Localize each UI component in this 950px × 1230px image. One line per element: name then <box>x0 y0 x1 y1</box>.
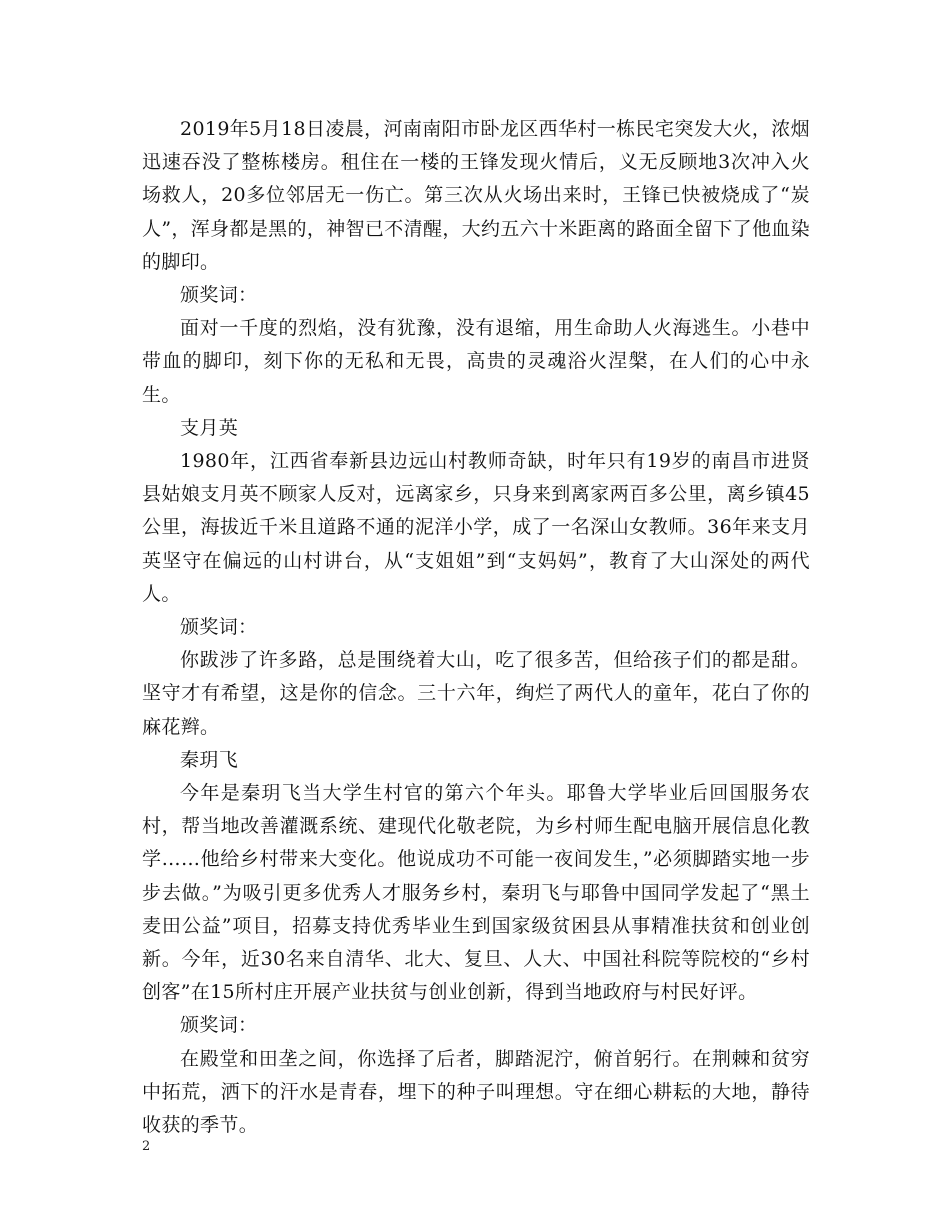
paragraph-zhi-yueying-story: 1980年，江西省奉新县边远山村教师奇缺，时年只有19岁的南昌市进贤县姑娘支月英不顾家人反对，远离家乡，只身来到离家两百多公里，离乡镇45公里，海拔近千米且道路不通的泥洋小学，成了一名深山女教师。36年来支月英坚守在偏远的山村讲台，从“支姐姐”到“支妈妈”，教育了大山深处的两代人。 <box>142 450 810 605</box>
award-citation-zhi-yueying: 你跋涉了许多路，总是围绕着大山，吃了很多苦，但给孩子们的都是甜。坚守才有希望，这是你的信念。三十六年，绚烂了两代人的童年，花白了你的麻花辫。 <box>142 649 810 738</box>
award-citation-wang-feng: 面对一千度的烈焰，没有犹豫，没有退缩，用生命助人火海逃生。小巷中带血的脚印，刻下你的无私和无畏，高贵的灵魂浴火涅槃，在人们的心中永生。 <box>142 317 810 406</box>
person-name-qin-yuefei: 秦玥飞 <box>180 748 239 771</box>
person-name-zhi-yueying: 支月英 <box>180 416 239 439</box>
award-citation-heading: 颁奖词： <box>180 284 258 307</box>
body-text <box>142 113 810 1142</box>
paragraph-qin-yuefei-story: 今年是秦玥飞当大学生村官的第六个年头。耶鲁大学毕业后回国服务农村，帮当地改善灌溉系统、建现代化敬老院，为乡村师生配电脑开展信息化教学……他给乡村带来大变化。他说成功不可能一夜间发生，”必须脚踏实地一步步去做。”为吸引更多优秀人才服务乡村，秦玥飞与耶鲁中国同学发起了“黑土麦田公益”项目，招募支持优秀毕业生到国家级贫困县从事精准扶贫和创业创新。今年，近30名来自清华、北大、复旦、人大、中国社科院等院校的“乡村创客”在15所村庄开展产业扶贫与创业创新，得到当地政府与村民好评。 <box>142 782 810 1004</box>
page-number: 2 <box>142 1139 151 1154</box>
award-citation-heading: 颁奖词： <box>180 616 258 639</box>
paragraph-wang-feng-story: 2019年5月18日凌晨，河南南阳市卧龙区西华村一栋民宅突发大火，浓烟迅速吞没了整栋楼房。租住在一楼的王锋发现火情后，义无反顾地3次冲入火场救人，20多位邻居无一伤亡。第三次从火场出来时，王锋已快被烧成了“炭人”，浑身都是黑的，神智已不清醒，大约五六十米距离的路面全留下了他血染的脚印。 <box>142 118 810 273</box>
award-citation-qin-yuefei: 在殿堂和田垄之间，你选择了后者，脚踏泥泞，俯首躬行。在荆棘和贫穷中拓荒，洒下的汗水是青春，埋下的种子叫理想。守在细心耕耘的大地，静待收获的季节。 <box>142 1047 810 1137</box>
award-citation-heading: 颁奖词： <box>180 1014 258 1037</box>
